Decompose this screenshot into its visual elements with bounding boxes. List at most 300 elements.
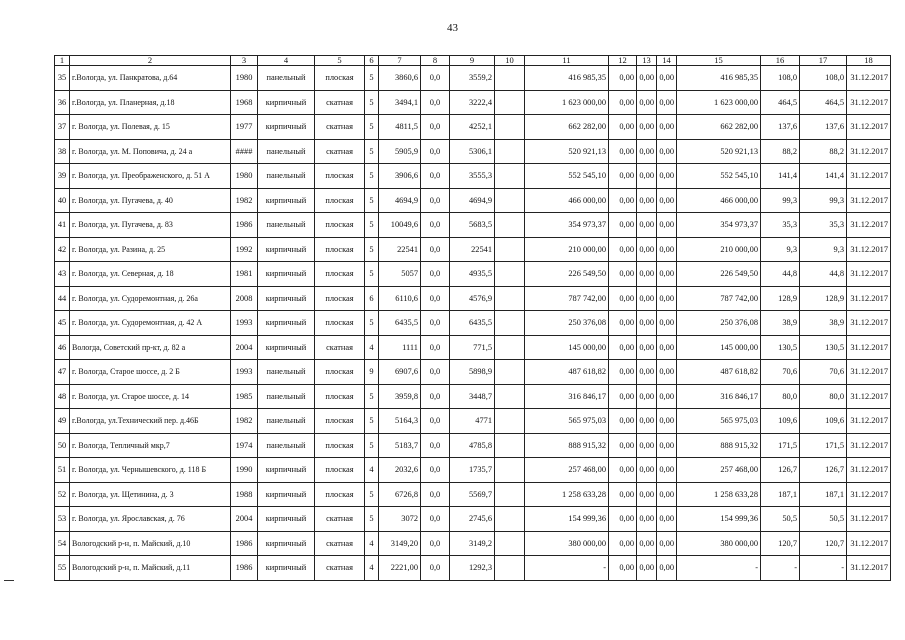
col-12-cell: 0,00 [609, 115, 637, 140]
col-14-cell: 0,00 [657, 139, 677, 164]
row-number-cell: 50 [55, 433, 70, 458]
col-13-cell: 0,00 [637, 507, 657, 532]
floors-cell: 5 [365, 188, 379, 213]
roof-type-cell: плоская [315, 311, 365, 336]
roof-type-cell: плоская [315, 262, 365, 287]
wall-material-cell: кирпичный [258, 556, 315, 581]
cost-repair-cell: 210 000,00 [677, 237, 761, 262]
col-10-cell [495, 237, 525, 262]
table-row [55, 66, 891, 91]
cost-total-cell: 210 000,00 [525, 237, 609, 262]
total-area-cell: 1111 [379, 335, 421, 360]
deadline-date-cell: 31.12.2017 [847, 409, 891, 434]
col-14-cell: 0,00 [657, 531, 677, 556]
col-14-cell: 0,00 [657, 507, 677, 532]
col-17-cell: 108,0 [800, 66, 847, 91]
col-12-cell: 0,00 [609, 482, 637, 507]
row-number-cell: 49 [55, 409, 70, 434]
col-13-cell: 0,00 [637, 531, 657, 556]
col-12-cell: 0,00 [609, 335, 637, 360]
floors-cell: 4 [365, 556, 379, 581]
cost-repair-cell: 145 000,00 [677, 335, 761, 360]
address-cell: г. Вологда, ул. Судоремонтная, д. 42 А [70, 311, 231, 336]
table-row [55, 188, 891, 213]
col-13-cell: 0,00 [637, 384, 657, 409]
roof-type-cell: скатная [315, 507, 365, 532]
living-area-cell: 3555,3 [450, 164, 495, 189]
wall-material-cell: кирпичный [258, 458, 315, 483]
col-13-cell: 0,00 [637, 311, 657, 336]
col-12-cell: 0,00 [609, 531, 637, 556]
living-area-cell: 5569,7 [450, 482, 495, 507]
cost-total-cell: 316 846,17 [525, 384, 609, 409]
area-col-8-cell: 0,0 [421, 482, 450, 507]
col-14-cell: 0,00 [657, 115, 677, 140]
col-16-cell: 187,1 [761, 482, 800, 507]
row-number-cell: 36 [55, 90, 70, 115]
cost-repair-cell: 380 000,00 [677, 531, 761, 556]
cost-repair-cell: 354 973,37 [677, 213, 761, 238]
total-area-cell: 4694,9 [379, 188, 421, 213]
roof-type-cell: скатная [315, 335, 365, 360]
col-16-cell: 128,9 [761, 286, 800, 311]
col-17-cell: 141,4 [800, 164, 847, 189]
row-number-cell: 39 [55, 164, 70, 189]
col-16-cell: - [761, 556, 800, 581]
cost-total-cell: 1 623 000,00 [525, 90, 609, 115]
deadline-date-cell: 31.12.2017 [847, 262, 891, 287]
col-13-cell: 0,00 [637, 433, 657, 458]
cost-total-cell: 487 618,82 [525, 360, 609, 385]
table-row [55, 360, 891, 385]
row-number-cell: 37 [55, 115, 70, 140]
floors-cell: 5 [365, 482, 379, 507]
total-area-cell: 3149,20 [379, 531, 421, 556]
cost-total-cell: 257 468,00 [525, 458, 609, 483]
roof-type-cell: плоская [315, 213, 365, 238]
col-14-cell: 0,00 [657, 188, 677, 213]
deadline-date-cell: 31.12.2017 [847, 213, 891, 238]
living-area-cell: 5683,5 [450, 213, 495, 238]
header-row [55, 56, 891, 66]
col-17-cell: 120,7 [800, 531, 847, 556]
address-cell: Вологодский р-н, п. Майский, д.11 [70, 556, 231, 581]
col-16-cell: 88,2 [761, 139, 800, 164]
col-17-cell: 137,6 [800, 115, 847, 140]
page-number: 43 [447, 22, 458, 34]
roof-type-cell: скатная [315, 90, 365, 115]
cost-repair-cell: 1 623 000,00 [677, 90, 761, 115]
floors-cell: 5 [365, 409, 379, 434]
col-17-cell: 80,0 [800, 384, 847, 409]
col-10-cell [495, 188, 525, 213]
col-16-cell: 108,0 [761, 66, 800, 91]
floors-cell: 5 [365, 262, 379, 287]
col-10-cell [495, 286, 525, 311]
row-number-cell: 51 [55, 458, 70, 483]
row-number-cell: 43 [55, 262, 70, 287]
row-number-cell: 42 [55, 237, 70, 262]
floors-cell: 5 [365, 433, 379, 458]
living-area-cell: 4576,9 [450, 286, 495, 311]
cost-repair-cell: 466 000,00 [677, 188, 761, 213]
total-area-cell: 5164,3 [379, 409, 421, 434]
cost-total-cell: 520 921,13 [525, 139, 609, 164]
roof-type-cell: скатная [315, 531, 365, 556]
living-area-cell: 5898,9 [450, 360, 495, 385]
column-header: 6 [365, 56, 379, 66]
living-area-cell: 1292,3 [450, 556, 495, 581]
col-10-cell [495, 384, 525, 409]
col-14-cell: 0,00 [657, 286, 677, 311]
row-number-cell: 38 [55, 139, 70, 164]
roof-type-cell: скатная [315, 556, 365, 581]
wall-material-cell: кирпичный [258, 262, 315, 287]
col-17-cell: 128,9 [800, 286, 847, 311]
col-13-cell: 0,00 [637, 188, 657, 213]
table-row [55, 164, 891, 189]
cost-total-cell: 466 000,00 [525, 188, 609, 213]
column-header: 12 [609, 56, 637, 66]
total-area-cell: 4811,5 [379, 115, 421, 140]
total-area-cell: 2221,00 [379, 556, 421, 581]
col-13-cell: 0,00 [637, 286, 657, 311]
wall-material-cell: панельный [258, 360, 315, 385]
col-16-cell: 137,6 [761, 115, 800, 140]
cost-total-cell: 250 376,08 [525, 311, 609, 336]
col-14-cell: 0,00 [657, 213, 677, 238]
wall-material-cell: панельный [258, 384, 315, 409]
column-header: 15 [677, 56, 761, 66]
living-area-cell: 5306,1 [450, 139, 495, 164]
cost-repair-cell: 552 545,10 [677, 164, 761, 189]
total-area-cell: 6726,8 [379, 482, 421, 507]
row-number-cell: 44 [55, 286, 70, 311]
roof-type-cell: скатная [315, 139, 365, 164]
column-header: 4 [258, 56, 315, 66]
year-built-cell: 1977 [231, 115, 258, 140]
cost-total-cell: 662 282,00 [525, 115, 609, 140]
total-area-cell: 6110,6 [379, 286, 421, 311]
col-16-cell: 35,3 [761, 213, 800, 238]
cost-total-cell: 380 000,00 [525, 531, 609, 556]
table-row [55, 556, 891, 581]
address-cell: г. Вологда, ул. Чернышевского, д. 118 Б [70, 458, 231, 483]
deadline-date-cell: 31.12.2017 [847, 311, 891, 336]
col-14-cell: 0,00 [657, 164, 677, 189]
address-cell: Вологда, Советский пр-кт, д. 82 а [70, 335, 231, 360]
deadline-date-cell: 31.12.2017 [847, 188, 891, 213]
wall-material-cell: кирпичный [258, 188, 315, 213]
year-built-cell: 1974 [231, 433, 258, 458]
col-12-cell: 0,00 [609, 164, 637, 189]
cost-total-cell: - [525, 556, 609, 581]
year-built-cell: 1986 [231, 556, 258, 581]
table-row [55, 311, 891, 336]
cost-repair-cell: 250 376,08 [677, 311, 761, 336]
col-10-cell [495, 213, 525, 238]
column-header: 9 [450, 56, 495, 66]
floors-cell: 4 [365, 531, 379, 556]
year-built-cell: 2008 [231, 286, 258, 311]
table-row [55, 458, 891, 483]
table-row [55, 433, 891, 458]
col-13-cell: 0,00 [637, 237, 657, 262]
col-17-cell: 187,1 [800, 482, 847, 507]
living-area-cell: 3222,4 [450, 90, 495, 115]
total-area-cell: 3072 [379, 507, 421, 532]
col-14-cell: 0,00 [657, 482, 677, 507]
cost-repair-cell: 1 258 633,28 [677, 482, 761, 507]
cost-repair-cell: 520 921,13 [677, 139, 761, 164]
living-area-cell: 4785,8 [450, 433, 495, 458]
area-col-8-cell: 0,0 [421, 164, 450, 189]
table-row [55, 482, 891, 507]
cost-repair-cell: 787 742,00 [677, 286, 761, 311]
living-area-cell: 1735,7 [450, 458, 495, 483]
year-built-cell: 1982 [231, 409, 258, 434]
area-col-8-cell: 0,0 [421, 90, 450, 115]
col-14-cell: 0,00 [657, 556, 677, 581]
floors-cell: 5 [365, 139, 379, 164]
living-area-cell: 771,5 [450, 335, 495, 360]
col-17-cell: 171,5 [800, 433, 847, 458]
row-number-cell: 48 [55, 384, 70, 409]
cost-repair-cell: 416 985,35 [677, 66, 761, 91]
roof-type-cell: плоская [315, 188, 365, 213]
column-header: 2 [70, 56, 231, 66]
area-col-8-cell: 0,0 [421, 531, 450, 556]
col-17-cell: 9,3 [800, 237, 847, 262]
col-13-cell: 0,00 [637, 360, 657, 385]
col-12-cell: 0,00 [609, 213, 637, 238]
deadline-date-cell: 31.12.2017 [847, 556, 891, 581]
table-row [55, 213, 891, 238]
living-area-cell: 2745,6 [450, 507, 495, 532]
row-number-cell: 45 [55, 311, 70, 336]
area-col-8-cell: 0,0 [421, 360, 450, 385]
column-header: 8 [421, 56, 450, 66]
address-cell: г.Вологда, ул. Панкратова, д.64 [70, 66, 231, 91]
row-number-cell: 46 [55, 335, 70, 360]
deadline-date-cell: 31.12.2017 [847, 164, 891, 189]
floors-cell: 9 [365, 360, 379, 385]
deadline-date-cell: 31.12.2017 [847, 433, 891, 458]
cost-total-cell: 354 973,37 [525, 213, 609, 238]
wall-material-cell: кирпичный [258, 286, 315, 311]
deadline-date-cell: 31.12.2017 [847, 507, 891, 532]
area-col-8-cell: 0,0 [421, 556, 450, 581]
col-16-cell: 171,5 [761, 433, 800, 458]
col-12-cell: 0,00 [609, 286, 637, 311]
table-row [55, 409, 891, 434]
column-header: 17 [800, 56, 847, 66]
col-14-cell: 0,00 [657, 458, 677, 483]
living-area-cell: 3559,2 [450, 66, 495, 91]
wall-material-cell: кирпичный [258, 507, 315, 532]
total-area-cell: 6435,5 [379, 311, 421, 336]
address-cell: г. Вологда, ул. Пугачева, д. 40 [70, 188, 231, 213]
col-13-cell: 0,00 [637, 482, 657, 507]
roof-type-cell: плоская [315, 286, 365, 311]
col-12-cell: 0,00 [609, 66, 637, 91]
year-built-cell: 1986 [231, 531, 258, 556]
col-10-cell [495, 458, 525, 483]
year-built-cell: 1988 [231, 482, 258, 507]
area-col-8-cell: 0,0 [421, 507, 450, 532]
address-cell: г. Вологда, Старое шоссе, д. 2 Б [70, 360, 231, 385]
row-number-cell: 52 [55, 482, 70, 507]
column-header: 10 [495, 56, 525, 66]
total-area-cell: 2032,6 [379, 458, 421, 483]
wall-material-cell: кирпичный [258, 311, 315, 336]
col-16-cell: 9,3 [761, 237, 800, 262]
column-header: 5 [315, 56, 365, 66]
col-13-cell: 0,00 [637, 90, 657, 115]
table-row [55, 286, 891, 311]
area-col-8-cell: 0,0 [421, 458, 450, 483]
col-12-cell: 0,00 [609, 409, 637, 434]
wall-material-cell: кирпичный [258, 237, 315, 262]
col-14-cell: 0,00 [657, 90, 677, 115]
roof-type-cell: плоская [315, 360, 365, 385]
area-col-8-cell: 0,0 [421, 213, 450, 238]
living-area-cell: 4252,1 [450, 115, 495, 140]
column-header: 3 [231, 56, 258, 66]
col-14-cell: 0,00 [657, 262, 677, 287]
roof-type-cell: плоская [315, 237, 365, 262]
col-17-cell: 130,5 [800, 335, 847, 360]
deadline-date-cell: 31.12.2017 [847, 139, 891, 164]
cost-total-cell: 1 258 633,28 [525, 482, 609, 507]
col-17-cell: 70,6 [800, 360, 847, 385]
col-16-cell: 38,9 [761, 311, 800, 336]
column-header: 7 [379, 56, 421, 66]
col-13-cell: 0,00 [637, 458, 657, 483]
row-number-cell: 41 [55, 213, 70, 238]
floors-cell: 5 [365, 90, 379, 115]
wall-material-cell: панельный [258, 433, 315, 458]
col-12-cell: 0,00 [609, 384, 637, 409]
col-12-cell: 0,00 [609, 458, 637, 483]
living-area-cell: 4694,9 [450, 188, 495, 213]
cost-total-cell: 565 975,03 [525, 409, 609, 434]
col-13-cell: 0,00 [637, 139, 657, 164]
address-cell: г. Вологда, ул. М. Поповича, д. 24 а [70, 139, 231, 164]
col-12-cell: 0,00 [609, 262, 637, 287]
col-12-cell: 0,00 [609, 311, 637, 336]
col-17-cell: 38,9 [800, 311, 847, 336]
total-area-cell: 22541 [379, 237, 421, 262]
cost-repair-cell: 257 468,00 [677, 458, 761, 483]
table-row [55, 384, 891, 409]
col-10-cell [495, 115, 525, 140]
table-body [55, 66, 891, 581]
col-13-cell: 0,00 [637, 115, 657, 140]
wall-material-cell: панельный [258, 139, 315, 164]
col-12-cell: 0,00 [609, 556, 637, 581]
year-built-cell: 2004 [231, 335, 258, 360]
deadline-date-cell: 31.12.2017 [847, 115, 891, 140]
floors-cell: 5 [365, 384, 379, 409]
total-area-cell: 3906,6 [379, 164, 421, 189]
total-area-cell: 6907,6 [379, 360, 421, 385]
wall-material-cell: кирпичный [258, 531, 315, 556]
row-number-cell: 54 [55, 531, 70, 556]
address-cell: Вологодский р-н, п. Майский, д.10 [70, 531, 231, 556]
col-16-cell: 44,8 [761, 262, 800, 287]
col-16-cell: 80,0 [761, 384, 800, 409]
total-area-cell: 5057 [379, 262, 421, 287]
col-16-cell: 130,5 [761, 335, 800, 360]
total-area-cell: 3860,6 [379, 66, 421, 91]
col-10-cell [495, 139, 525, 164]
col-14-cell: 0,00 [657, 237, 677, 262]
wall-material-cell: кирпичный [258, 115, 315, 140]
col-13-cell: 0,00 [637, 213, 657, 238]
deadline-date-cell: 31.12.2017 [847, 458, 891, 483]
col-10-cell [495, 409, 525, 434]
cost-repair-cell: 662 282,00 [677, 115, 761, 140]
area-col-8-cell: 0,0 [421, 384, 450, 409]
table-row [55, 237, 891, 262]
col-17-cell: 99,3 [800, 188, 847, 213]
col-14-cell: 0,00 [657, 66, 677, 91]
floors-cell: 5 [365, 507, 379, 532]
deadline-date-cell: 31.12.2017 [847, 66, 891, 91]
col-10-cell [495, 507, 525, 532]
wall-material-cell: панельный [258, 213, 315, 238]
deadline-date-cell: 31.12.2017 [847, 482, 891, 507]
row-number-cell: 53 [55, 507, 70, 532]
year-built-cell: 1982 [231, 188, 258, 213]
address-cell: г.Вологда, ул. Планерная, д.18 [70, 90, 231, 115]
col-13-cell: 0,00 [637, 66, 657, 91]
year-built-cell: 2004 [231, 507, 258, 532]
address-cell: г. Вологда, ул. Северная, д. 18 [70, 262, 231, 287]
year-built-cell: #### [231, 139, 258, 164]
col-10-cell [495, 311, 525, 336]
deadline-date-cell: 31.12.2017 [847, 531, 891, 556]
year-built-cell: 1990 [231, 458, 258, 483]
col-13-cell: 0,00 [637, 556, 657, 581]
floors-cell: 5 [365, 115, 379, 140]
row-number-cell: 47 [55, 360, 70, 385]
year-built-cell: 1986 [231, 213, 258, 238]
col-10-cell [495, 262, 525, 287]
col-16-cell: 141,4 [761, 164, 800, 189]
cost-repair-cell: 565 975,03 [677, 409, 761, 434]
address-cell: г. Вологда, Тепличный мкр,7 [70, 433, 231, 458]
row-number-cell: 35 [55, 66, 70, 91]
living-area-cell: 22541 [450, 237, 495, 262]
cost-repair-cell: 316 846,17 [677, 384, 761, 409]
col-10-cell [495, 66, 525, 91]
roof-type-cell: плоская [315, 458, 365, 483]
col-12-cell: 0,00 [609, 139, 637, 164]
area-col-8-cell: 0,0 [421, 262, 450, 287]
living-area-cell: 4771 [450, 409, 495, 434]
area-col-8-cell: 0,0 [421, 188, 450, 213]
year-built-cell: 1993 [231, 360, 258, 385]
table-row [55, 507, 891, 532]
col-10-cell [495, 90, 525, 115]
floors-cell: 5 [365, 66, 379, 91]
living-area-cell: 4935,5 [450, 262, 495, 287]
floors-cell: 5 [365, 311, 379, 336]
col-10-cell [495, 531, 525, 556]
col-13-cell: 0,00 [637, 164, 657, 189]
